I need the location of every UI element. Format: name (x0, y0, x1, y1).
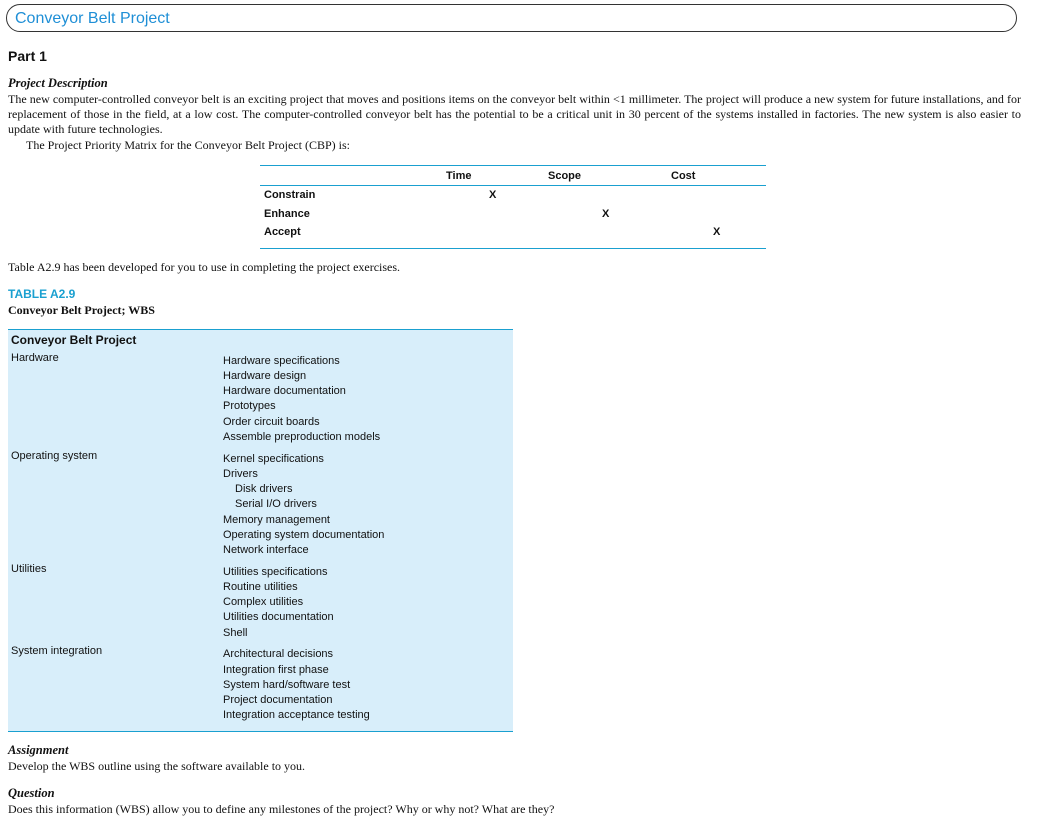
matrix-col-cost: Cost (671, 170, 696, 182)
matrix-col-time: Time (446, 170, 472, 182)
wbs-category-hardware: Hardware (11, 352, 59, 364)
wbs-task: Utilities documentation (223, 611, 334, 623)
question-heading: Question (8, 786, 55, 800)
wbs-task: Network interface (223, 544, 309, 556)
matrix-row-enhance: Enhance (264, 208, 310, 220)
wbs-category-system-integration: System integration (11, 645, 103, 657)
wbs-subtask: Serial I/O drivers (235, 498, 317, 510)
wbs-task: Prototypes (223, 400, 276, 412)
matrix-mark-time-constrain: X (489, 189, 497, 201)
matrix-mark-cost-accept: X (713, 226, 721, 238)
wbs-task: Operating system documentation (223, 529, 385, 541)
matrix-row-accept: Accept (264, 226, 301, 238)
table-caption: Conveyor Belt Project; WBS (8, 303, 155, 317)
wbs-header: Conveyor Belt Project (11, 333, 137, 347)
wbs-task: System hard/software test (223, 679, 351, 691)
assignment-text: Develop the WBS outline using the software available to you. (8, 759, 306, 773)
wbs-table (8, 329, 513, 732)
wbs-task: Hardware specifications (223, 355, 340, 367)
question-text: Does this information (WBS) allow you to define any milestones of the project? Why or why not? What are they? (8, 802, 555, 816)
wbs-task: Drivers (223, 468, 258, 480)
wbs-task: Hardware design (223, 370, 307, 382)
page-title: Conveyor Belt Project (15, 10, 170, 27)
matrix-header-rule (260, 185, 766, 186)
table-label: TABLE A2.9 (8, 287, 76, 301)
wbs-subtask: Disk drivers (235, 483, 293, 495)
wbs-category-utilities: Utilities (11, 563, 47, 575)
matrix-mark-scope-enhance: X (602, 208, 610, 220)
table-intro: Table A2.9 has been developed for you to use in completing the project exercises. (8, 260, 401, 274)
part-heading: Part 1 (8, 48, 47, 64)
wbs-task: Integration acceptance testing (223, 709, 370, 721)
wbs-task: Shell (223, 627, 248, 639)
title-bar (6, 4, 1017, 32)
priority-matrix (260, 165, 766, 249)
wbs-task: Project documentation (223, 694, 333, 706)
wbs-task: Architectural decisions (223, 648, 334, 660)
wbs-task: Hardware documentation (223, 385, 346, 397)
matrix-row-constrain: Constrain (264, 189, 316, 201)
matrix-col-scope: Scope (548, 170, 582, 182)
wbs-task: Routine utilities (223, 581, 298, 593)
wbs-category-operating-system: Operating system (11, 450, 98, 462)
wbs-task: Assemble preproduction models (223, 431, 381, 443)
wbs-task: Complex utilities (223, 596, 304, 608)
wbs-task: Kernel specifications (223, 453, 324, 465)
wbs-task: Utilities specifications (223, 566, 328, 578)
assignment-heading: Assignment (8, 743, 69, 757)
project-description-heading: Project Description (8, 76, 108, 90)
project-description-text: The new computer-controlled conveyor belt is an exciting project that moves and positions items on the conveyor belt within <1 millimeter. The project will produce a new system for future installations, and for replacement of those in the field, at a low cost. The computer-controlled conveyor belt has the potential to be a critical unit in 30 percent of the systems installed in factories. The new system is also easier to update with future technologies. (8, 92, 1021, 136)
matrix-intro: The Project Priority Matrix for the Conveyor Belt Project (CBP) is: (26, 138, 350, 152)
wbs-task: Integration first phase (223, 664, 329, 676)
wbs-task: Order circuit boards (223, 416, 320, 428)
wbs-task: Memory management (223, 514, 330, 526)
